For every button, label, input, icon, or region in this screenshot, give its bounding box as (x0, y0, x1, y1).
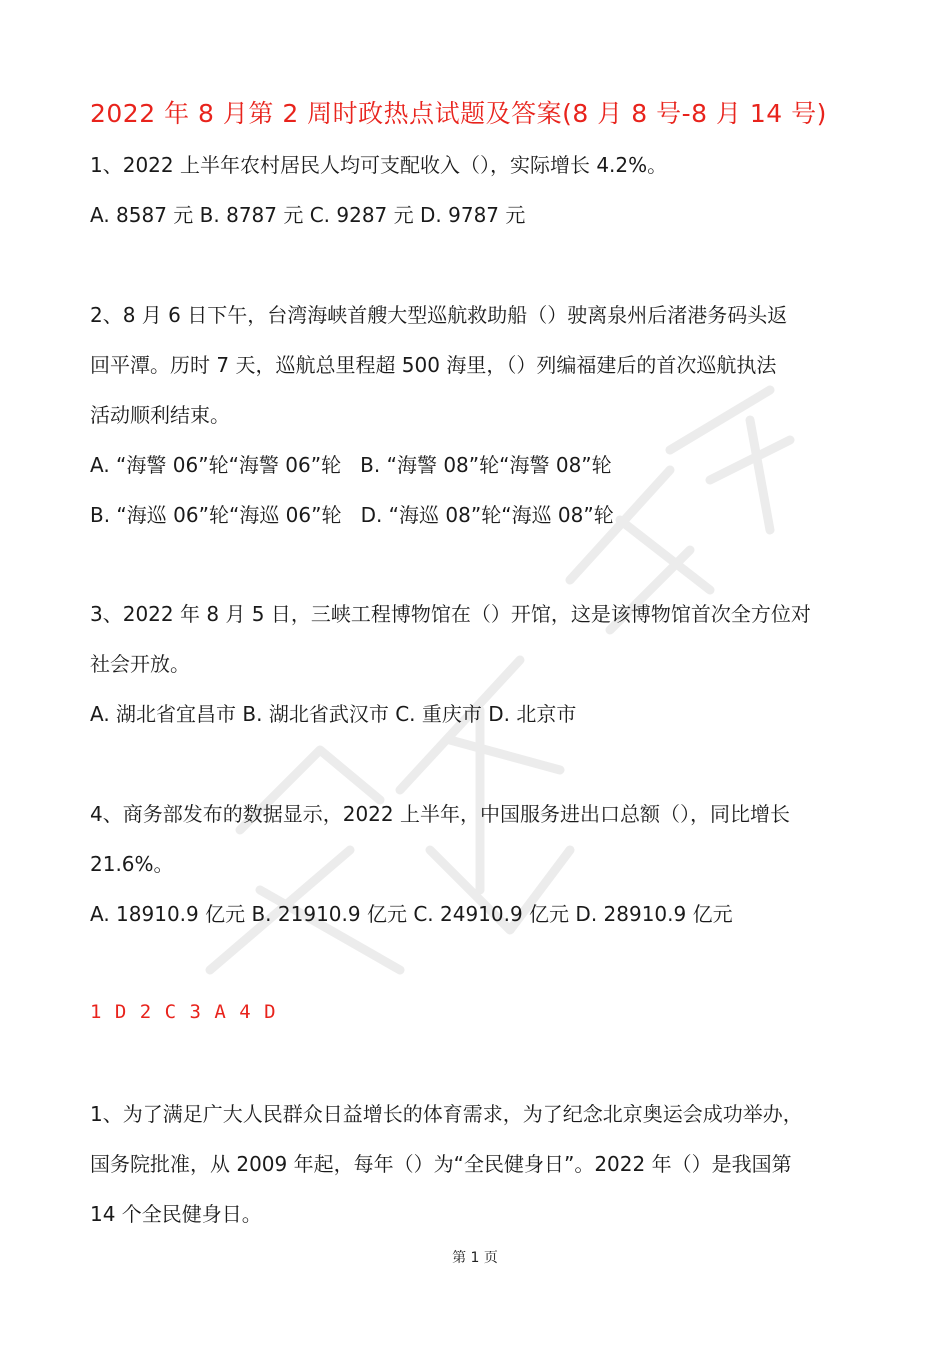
question-4-stem-line-1: 4、商务部发布的数据显示，2022 上半年，中国服务进出口总额（），同比增长 (90, 802, 790, 826)
question-3 (90, 589, 865, 739)
question-3-stem-line-2: 社会开放。 (90, 652, 190, 676)
page-title: 2022 年 8 月第 2 周时政热点试题及答案(8 月 8 号-8 月 14 号) (90, 99, 827, 128)
page-number: 第 1 页 (452, 1250, 498, 1266)
next-question-stem-line-3: 14 个全民健身日。 (90, 1202, 262, 1226)
next-question-stem-line-1: 1、为了满足广大人民群众日益增长的体育需求，为了纪念北京奥运会成功举办， (90, 1102, 803, 1126)
question-2-options-line-2: B. “海巡 06”轮“海巡 06”轮 D. “海巡 08”轮“海巡 08”轮 (90, 503, 614, 527)
question-3-stem-line-1: 3、2022 年 8 月 5 日，三峡工程博物馆在（）开馆，这是该博物馆首次全方位对 (90, 602, 811, 626)
question-2-stem-line-1: 2、8 月 6 日下午，台湾海峡首艘大型巡航救助船（）驶离泉州后渚港务码头返 (90, 303, 788, 327)
next-question-stem-line-2: 国务院批准，从 2009 年起，每年（）为“全民健身日”。2022 年（）是我国第 (90, 1152, 792, 1176)
question-2-stem-line-3: 活动顺利结束。 (90, 403, 230, 427)
question-3-options-line-1: A. 湖北省宜昌市 B. 湖北省武汉市 C. 重庆市 D. 北京市 (90, 702, 577, 726)
question-2-options-line-1: A. “海警 06”轮“海警 06”轮 B. “海警 08”轮“海警 08”轮 (90, 453, 612, 477)
answer-key: 1 D 2 C 3 A 4 D (90, 1001, 277, 1023)
question-2 (90, 290, 865, 540)
question-1 (90, 140, 865, 240)
question-2-stem-line-2: 回平潭。历时 7 天，巡航总里程超 500 海里，（）列编福建后的首次巡航执法 (90, 353, 777, 377)
question-4-stem-line-2: 21.6%。 (90, 852, 174, 876)
question-4-options-line-1: A. 18910.9 亿元 B. 21910.9 亿元 C. 24910.9 亿元 D. 28910.9 亿元 (90, 902, 733, 926)
question-4 (90, 789, 865, 939)
question-1-options-line-1: A. 8587 元 B. 8787 元 C. 9287 元 D. 9787 元 (90, 203, 526, 227)
next-question (90, 1089, 865, 1239)
question-1-stem-line-1: 1、2022 上半年农村居民人均可支配收入（），实际增长 4.2%。 (90, 153, 668, 177)
